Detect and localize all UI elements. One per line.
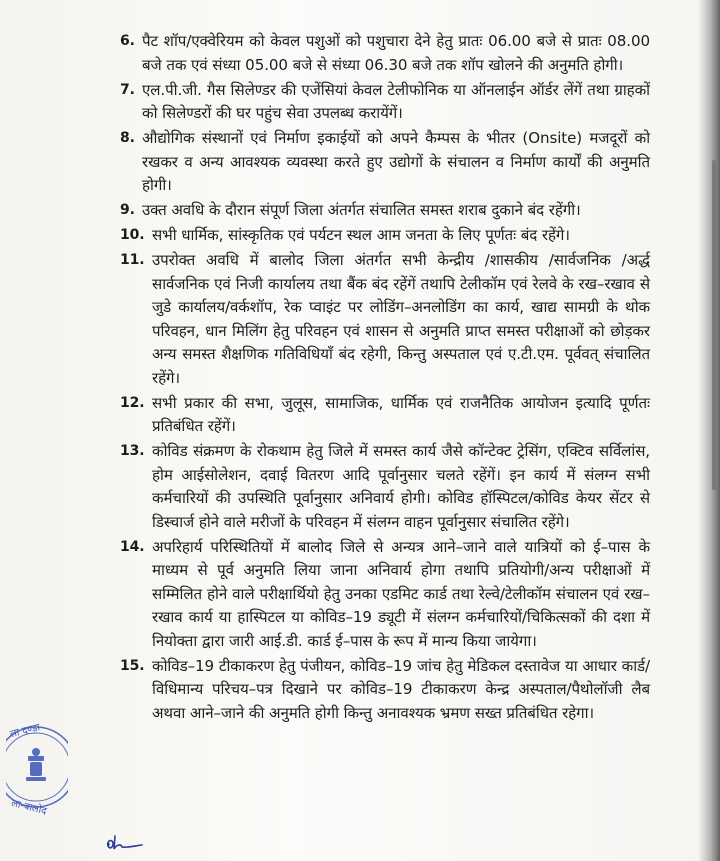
official-seal-stamp xyxy=(6,712,68,822)
item-text: अपरिहार्य परिस्थितियों में बालोद जिले से अन्यत्र आने–जाने वाले यात्रियों को ई–पास के माध्यम से पूर्व अनुमति लिया जाना अनिवार्य होगा तथापि प्रतियोगी/अन्य परीक्षाओं में सम्मिलित होने वाले परीक्षार्थियो हेतु उनका एडमिट कार्ड तथा रेल्वे/टेलीकॉम संचालन एवं रख–रखाव कार्य या हास्पिटल या कोविड–19 ड्यूटी में संलग्न कर्मचारियों/चिकित्सकों की दशा में नियोक्ता द्वारा जारी आई.डी. कार्ड ई–पास के रूप में मान्य किया जायेगा। xyxy=(152,537,650,650)
list-item xyxy=(120,30,650,77)
item-text: पैट शॉप/एक्वेरियम को केवल पशुओं को पशुचारा देने हेतु प्रातः 06.00 बजे से प्रातः 08.00 बजे तक एवं संध्या 05.00 बजे से संध्या 06.30 बजे तक शॉप खोलने की अनुमति होगी। xyxy=(142,32,650,74)
item-number: 15. xyxy=(120,657,145,674)
item-number: 6. xyxy=(120,33,135,49)
item-text: औद्योगिक संस्थानों एवं निर्माण इकाईयों को अपने कैम्पस के भीतर (Onsite) मजदूरों को रखकर व अन्य आवश्यक व्यवस्था करते हुए उद्योगों के संचालन व निर्माण कार्यों की अनुमति होगी। xyxy=(142,129,650,194)
item-text: कोविड–19 टीकाकरण हेतु पंजीयन, कोविड–19 जांच हेतु मेडिकल दस्तावेज या आधार कार्ड/विधिमान्य परिचय–पत्र दिखाने पर कोविड–19 टीकाकरण केन्द्र अस्पताल/पैथोलॉजी लैब अथवा आने–जाने की अनुमति होगी किन्तु अनावश्यक भ्रमण सख्त प्रतिबंधित रहेगा। xyxy=(152,656,650,722)
scrollbar-track[interactable] xyxy=(712,0,716,861)
item-text: उपरोक्त अवधि में बालोद जिला अंतर्गत सभी केन्द्रीय /शासकीय /सार्वजनिक /अर्द्ध सार्वजनिक एवं निजी कार्यालय तथा बैंक बंद रहेंगें तथापि टेलीकॉम एवं रेलवे के रख–रखाव से जुडे कार्यालय/वर्कशॉप, रेक प्वाइंट पर लोडिंग–अनलोडिंग का कार्य, खाद्य सामग्री के थोक परिवहन, धान मिलिंग हेतु परिवहन एवं शासन से अनुमति प्राप्त समस्त परीक्षाओं को छोड़कर अन्य समस्त शैक्षणिक गतिविधियाँ बंद रहेगी, किन्तु अस्पताल एवं ए.टी.एम. पूर्ववत् संचालित रहेंगे। xyxy=(152,251,650,387)
item-number: 7. xyxy=(120,81,135,98)
list-item xyxy=(120,199,650,223)
page-edge-shadow xyxy=(698,0,720,861)
item-number: 12. xyxy=(120,394,145,411)
list-item xyxy=(120,79,650,126)
item-number: 9. xyxy=(120,202,135,218)
list-item xyxy=(120,249,650,390)
item-number: 14. xyxy=(120,538,145,555)
list-item xyxy=(120,655,650,726)
item-text: उक्त अवधि के दौरान संपूर्ण जिला अंतर्गत संचालित समस्त शराब दुकाने बंद रहेंगी। xyxy=(142,201,581,219)
list-item xyxy=(120,392,650,439)
list-item xyxy=(120,440,650,534)
item-number: 13. xyxy=(120,443,145,459)
ashoka-emblem-icon xyxy=(26,748,46,781)
handwritten-signature xyxy=(104,832,144,854)
seal-text-bottom: ला-बालोद xyxy=(10,797,48,818)
item-number: 8. xyxy=(120,130,135,146)
scrollbar-thumb[interactable] xyxy=(712,160,716,490)
list-item xyxy=(120,536,650,654)
order-clause-list xyxy=(120,30,650,727)
item-number: 10. xyxy=(120,227,145,243)
list-item xyxy=(120,127,650,198)
list-item xyxy=(120,224,650,248)
item-text: कोविड संक्रमण के रोकथाम हेतु जिले में समस्त कार्य जैसे कॉन्टेक्ट ट्रेसिंग, एक्टिव सर्विलांस, होम आईसोलेशन, दवाई वितरण आदि पूर्वानुसार चलते रहेंगें। इन कार्य में संलग्न सभी कर्मचारियों की उपस्थिति पूर्वानुसार अनिवार्य होगी। कोविड हॉस्पिटल/कोविड केयर सेंटर से डिस्चार्ज होने वाले मरीजों के परिवहन में संलग्न वाहन पूर्वानुसार संचालित रहेंगे। xyxy=(152,442,650,531)
item-text: सभी धार्मिक, सांस्कृतिक एवं पर्यटन स्थल आम जनता के लिए पूर्णतः बंद रहेंगे। xyxy=(152,226,570,244)
seal-text-top: ला दण्डा xyxy=(8,722,42,741)
item-text: सभी प्रकार की सभा, जुलूस, सामाजिक, धार्मिक एवं राजनैतिक आयोजन इत्यादि पूर्णतः प्रतिबंधित रहेंगें। xyxy=(152,393,650,435)
item-number: 11. xyxy=(120,252,145,268)
item-text: एल.पी.जी. गैस सिलेण्डर की एजेंसियां केवल टेलीफोनिक या ऑनलाईन ऑर्डर लेंगें तथा ग्राहकों को सिलेण्डरों की घर पहुंच सेवा उपलब्ध करायेंगें। xyxy=(142,80,650,122)
